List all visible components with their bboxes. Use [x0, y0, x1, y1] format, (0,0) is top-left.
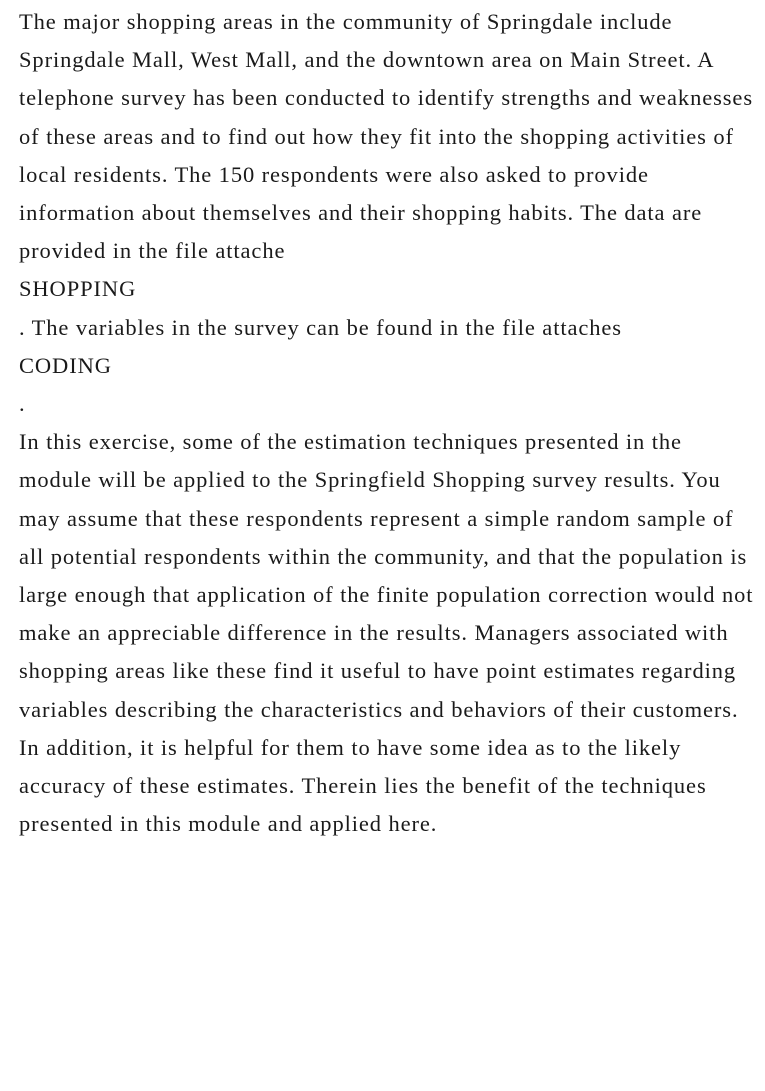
shopping-file-name: SHOPPING — [19, 276, 137, 302]
variables-paragraph: . The variables in the survey can be found in the file attaches — [19, 314, 622, 340]
document-body — [19, 3, 754, 843]
coding-file-name: CODING — [19, 352, 112, 378]
exercise-paragraph: In this exercise, some of the estimation techniques presented in the module will be applied to the Springfield Shopping survey results. You may assume that these respondents represent a simple random sample of all potential respondents within the community, and that the population is large enough that application of the finite population correction would not make an appreciable difference in the results. Managers associated with shopping areas like these find it useful to have point estimates regarding variables describing the characteristics and behaviors of their customers. In addition, it is helpful for them to have some idea as to the likely accuracy of these estimates. Therein lies the benefit of the techniques presented in this module and applied here. — [19, 429, 754, 837]
intro-paragraph: The major shopping areas in the community of Springdale include Springdale Mall, West Mall, and the downtown area on Main Street. A telephone survey has been conducted to identify strengths and weaknesses of these areas and to find out how they fit into the shopping activities of local residents. The 150 respondents were also asked to provide information about themselves and their shopping habits. The data are provided in the file attache — [19, 9, 753, 264]
period-line: . — [19, 391, 26, 417]
